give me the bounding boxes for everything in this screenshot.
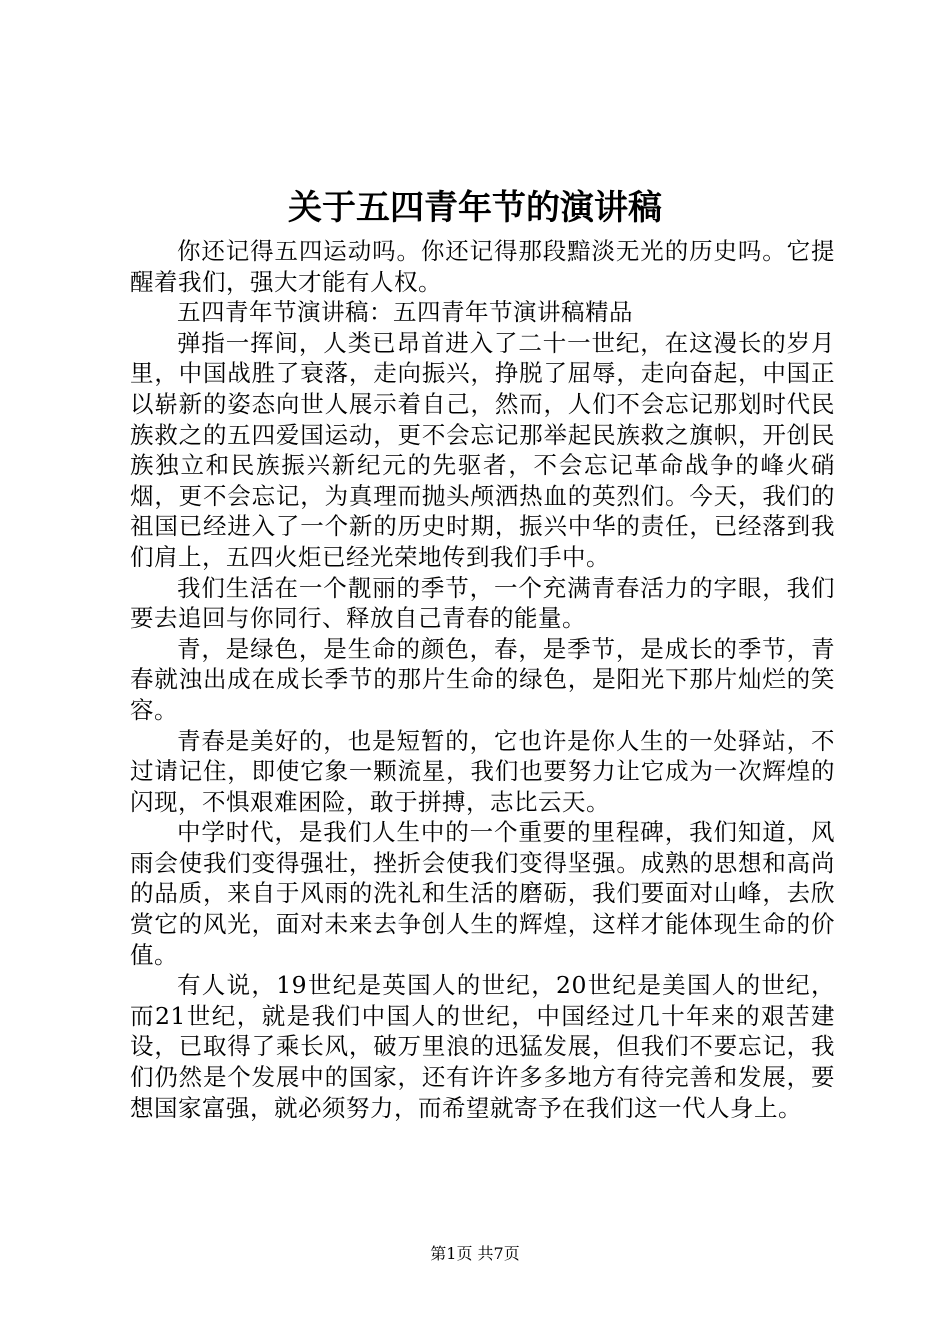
paragraph-4: 我们生活在一个靓丽的季节，一个充满青春活力的字眼，我们要去追回与你同行、释放自己青春的能量。	[130, 573, 835, 633]
document-title: 关于五四青年节的演讲稿	[288, 188, 662, 228]
paragraph-6: 青春是美好的，也是短暂的，它也许是你人生的一处驿站，不过请记住，即使它象一颗流星，我们也要努力让它成为一次辉煌的闪现，不惧艰难困险，敢于拼搏，志比云天。	[130, 726, 835, 816]
page-footer: 第1页 共7页	[430, 1244, 520, 1263]
paragraph-8: 有人说，19世纪是英国人的世纪，20世纪是美国人的世纪，而21世纪，就是我们中国人的世纪，中国经过几十年来的艰苦建设，已取得了乘长风，破万里浪的迅猛发展，但我们不要忘记，我们仍然是个发展中的国家，还有许许多多地方有待完善和发展，要想国家富强，就必须努力，而希望就寄予在我们这一代人身上。	[130, 971, 835, 1122]
document-body	[130, 236, 835, 1123]
paragraph-3: 弹指一挥间，人类已昂首进入了二十一世纪，在这漫长的岁月里，中国战胜了衰落，走向振兴，挣脱了屈辱，走向奋起，中国正以崭新的姿态向世人展示着自己，然而，人们不会忘记那划时代民族救之的五四爱国运动，更不会忘记那举起民族救之旗帜，开创民族独立和民族振兴新纪元的先驱者，不会忘记革命战争的峰火硝烟，更不会忘记，为真理而抛头颅洒热血的英烈们。今天，我们的祖国已经进入了一个新的历史时期，振兴中华的责任，已经落到我们肩上，五四火炬已经光荣地传到我们手中。	[130, 328, 835, 571]
paragraph-5: 青，是绿色，是生命的颜色，春，是季节，是成长的季节，青春就浊出成在成长季节的那片生命的绿色，是阳光下那片灿烂的笑容。	[130, 634, 835, 724]
paragraph-7: 中学时代，是我们人生中的一个重要的里程碑，我们知道，风雨会使我们变得强壮，挫折会使我们变得坚强。成熟的思想和高尚的品质，来自于风雨的洗礼和生活的磨砺，我们要面对山峰，去欣赏它的风光，面对未来去争创人生的辉煌，这样才能体现生命的价值。	[130, 818, 835, 969]
paragraph-1: 你还记得五四运动吗。你还记得那段黯淡无光的历史吗。它提醒着我们，强大才能有人权。	[130, 237, 835, 296]
paragraph-2: 五四青年节演讲稿：五四青年节演讲稿精品	[177, 298, 633, 327]
